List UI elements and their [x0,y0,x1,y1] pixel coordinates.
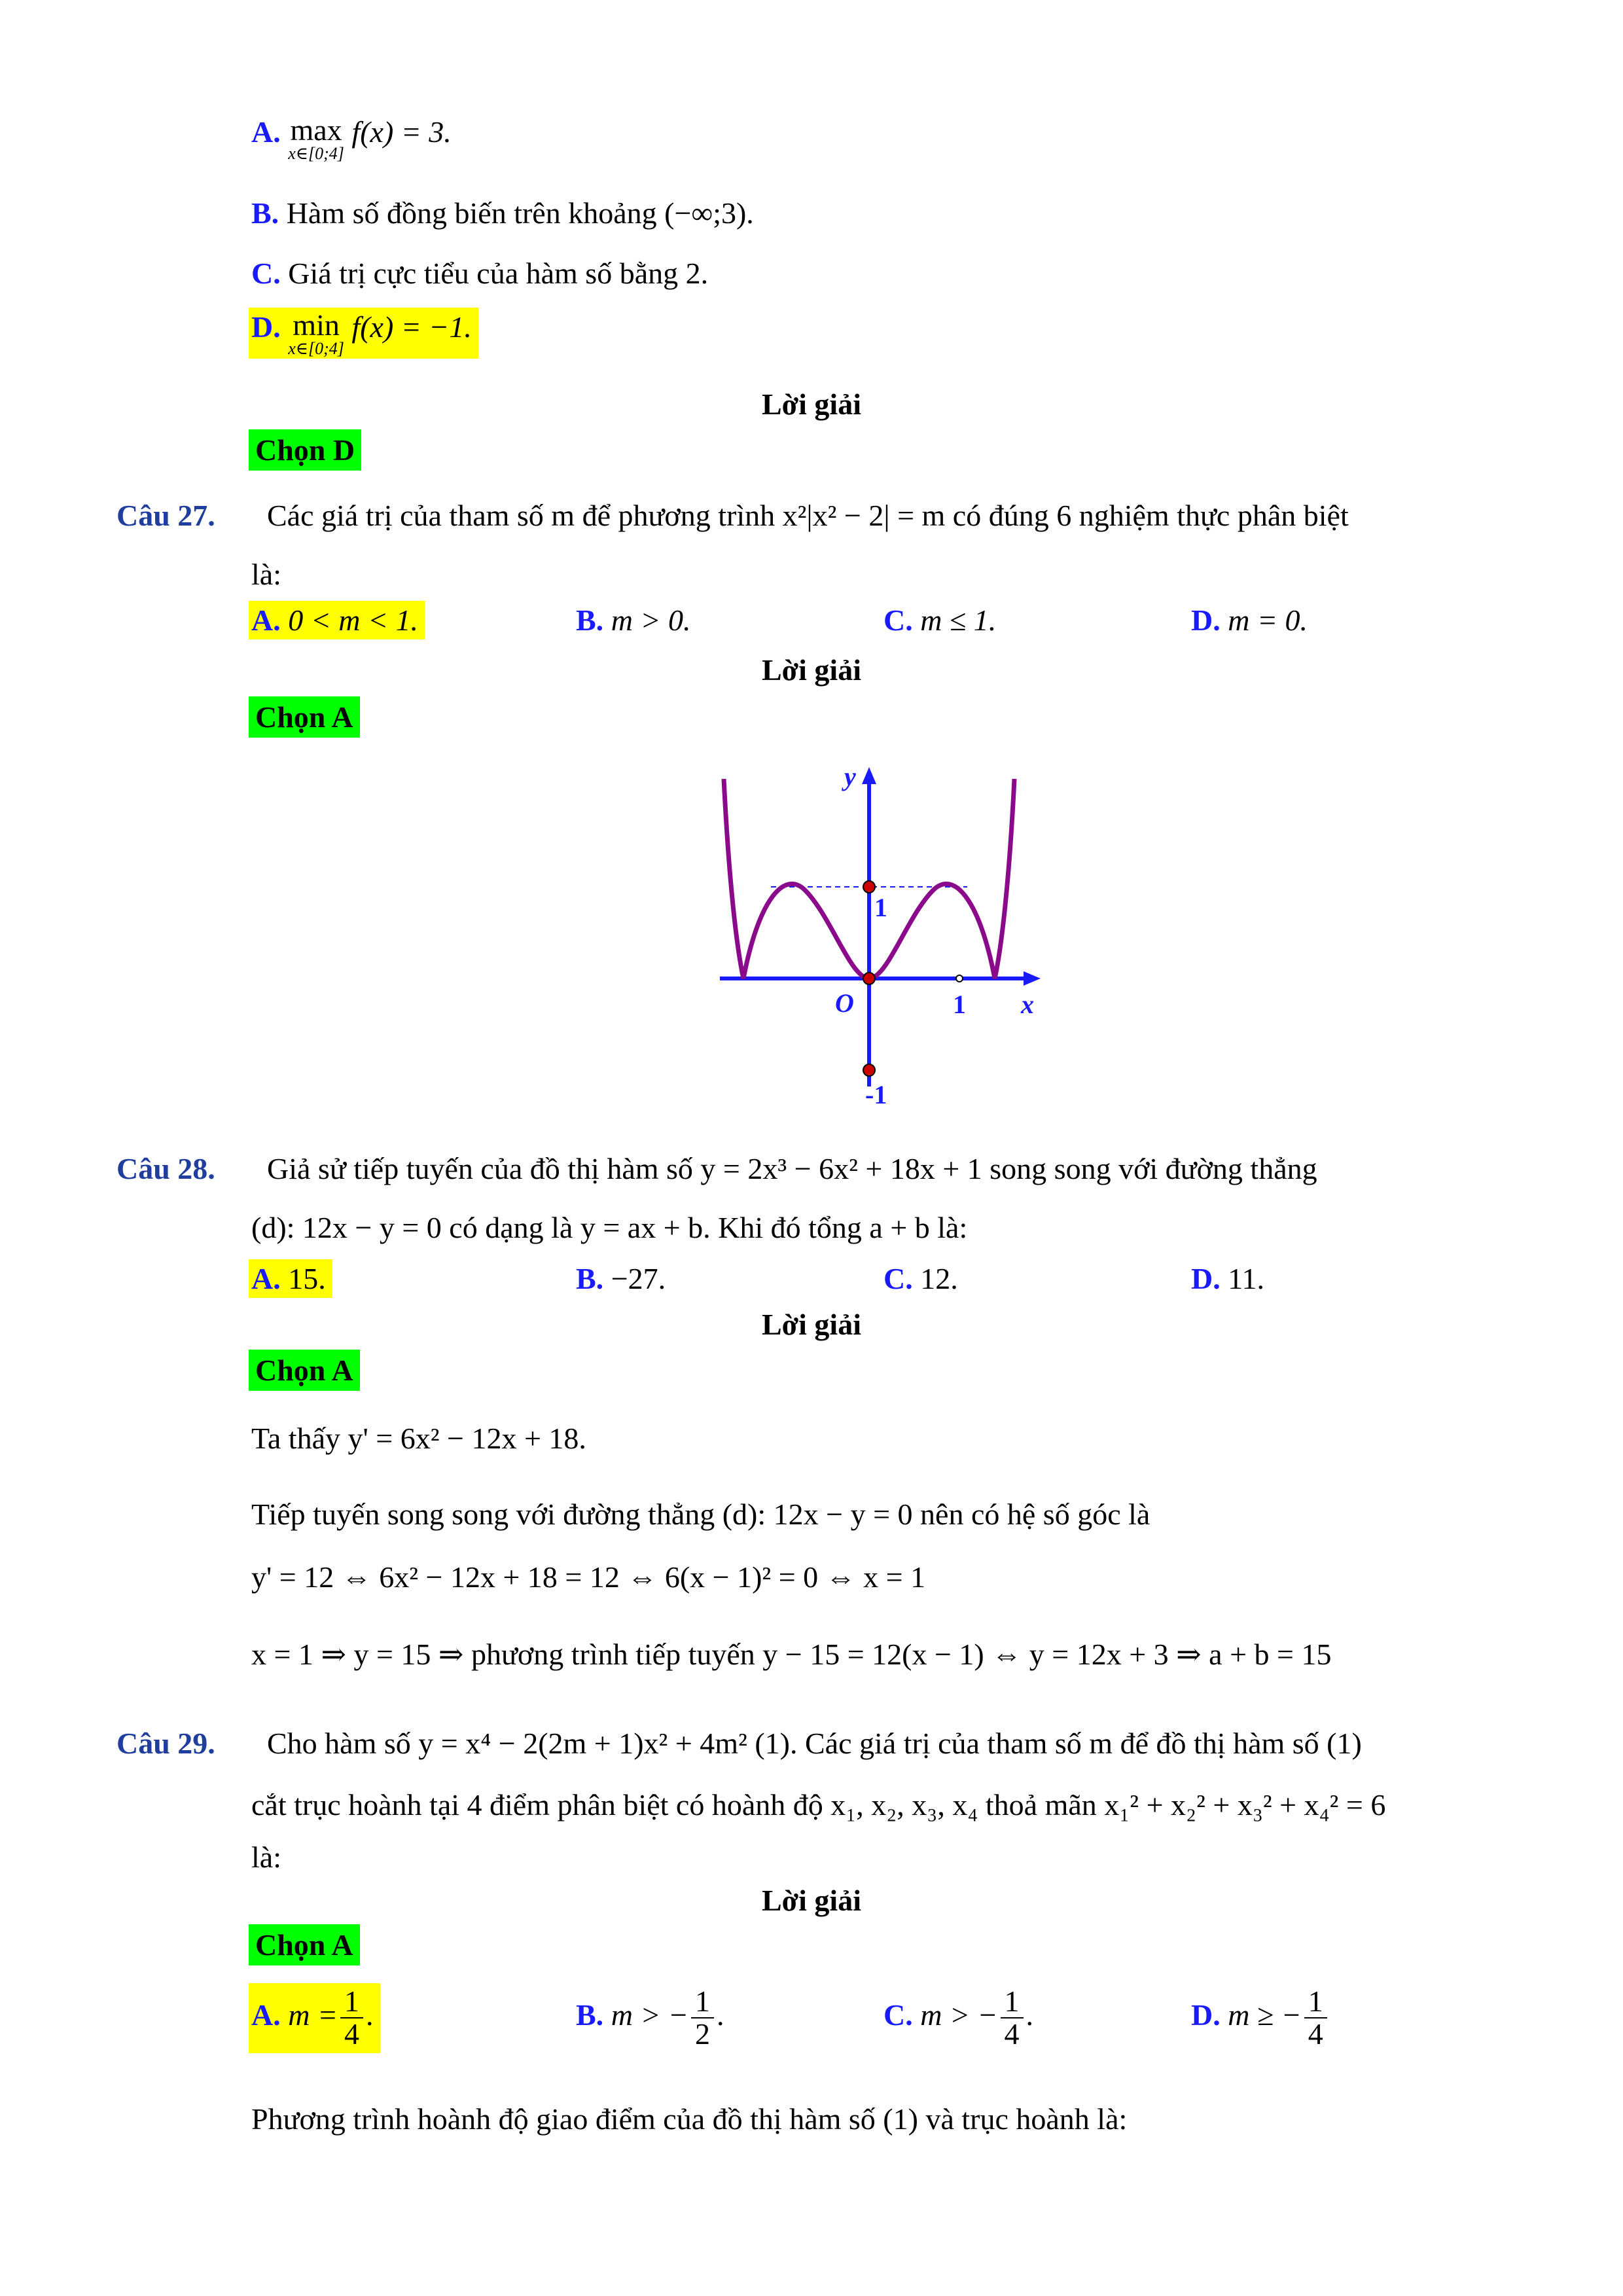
q27-text-line1: Các giá trị của tham số m để phương trình x²|x² − 2| = m có đúng 6 nghiệm thực phân biệt [267,499,1349,532]
option-a-prev: A. max x∈[0;4] f(x) = 3. [251,113,452,163]
q29-label: Câu 29. [116,1727,215,1760]
q29-text-line2: cắt trục hoành tại 4 điểm phân biệt có hoành độ x₁, x₂, x₃, x₄ thoả mãn x₁² + x₂² + x₃² + x₄² = 6 [251,1788,1386,1821]
q27-label: Câu 27. [116,499,215,532]
q28-label: Câu 28. [116,1152,215,1185]
point-y1 [863,881,875,893]
q27-option-b: B. m > 0. [576,603,691,637]
q28-option-d: D. 11. [1191,1262,1265,1295]
q29-option-b: B. m > − $\frac{1}{2}$ . [576,1984,724,2051]
q28-option-b: B. −27. [576,1262,666,1295]
q28-solution-line4: x = 1 ⇒ y = 15 ⇒ phương trình tiếp tuyến y − 15 = 12(x − 1) ⇔ y = 12x + 3 ⇒ a + b = 15 [251,1638,1332,1671]
tick-ym1-label: -1 [865,1080,887,1109]
q29-answer: Chọn A [249,1924,360,1965]
q29-solution-heading: Lời giải [762,1884,861,1917]
q27-text-line2: là: [251,558,281,591]
option-b-prev: B. Hàm số đồng biến trên khoảng (−∞;3). [251,196,754,230]
q27-graph [707,753,1047,1119]
axis-y-label: y [844,762,856,791]
q27-option-c: C. m ≤ 1. [883,603,997,637]
q29-last-line: Phương trình hoành độ giao điểm của đồ thị hàm số (1) và trục hoành là: [251,2102,1128,2136]
tick-x1-label: 1 [953,990,966,1019]
solution-heading-prev: Lời giải [762,387,861,421]
y-axis-arrow-icon [862,767,876,784]
q27-solution-heading: Lời giải [762,653,861,687]
q28-option-c: C. 12. [883,1262,958,1295]
origin-label: O [835,988,854,1018]
q29-option-a: A. m = $\frac{1}{4}$ . [249,1983,380,2053]
option-c-prev: C. Giá trị cực tiểu của hàm số bằng 2. [251,257,709,290]
q27-answer: Chọn A [249,696,360,738]
q29-option-c: C. m > − $\frac{1}{4}$ . [883,1984,1034,2051]
answer-prev: Chọn D [249,429,361,471]
q28-option-a: A. 15. [249,1259,332,1298]
q28-text-line2: (d): 12x − y = 0 có dạng là y = ax + b. Khi đó tổng a + b là: [251,1211,968,1244]
q28-solution-line2: Tiếp tuyến song song với đường thẳng (d): 12x − y = 0 nên có hệ số góc là [251,1498,1150,1531]
q27-option-d: D. m = 0. [1191,603,1308,637]
q28-solution-line3: y' = 12 ⇔ 6x² − 12x + 18 = 12 ⇔ 6(x − 1)² = 0 ⇔ x = 1 [251,1560,926,1594]
q28-text-line1: Giả sử tiếp tuyến của đồ thị hàm số y = 2x³ − 6x² + 18x + 1 song song với đường thẳng [267,1152,1317,1185]
option-d-prev: D. min x∈[0;4] f(x) = −1. [249,308,478,359]
q28-answer: Chọn A [249,1350,360,1391]
q29-text-line1: Cho hàm số y = x⁴ − 2(2m + 1)x² + 4m² (1). Các giá trị của tham số m để đồ thị hàm số (1) [267,1727,1362,1760]
tick-x1-point [956,975,963,982]
q27-option-a: A. 0 < m < 1. [249,601,425,639]
q29-text-line3: là: [251,1840,281,1874]
q29-option-d: D. m ≥ − $\frac{1}{4}$ [1191,1986,1330,2051]
point-ym1 [863,1064,875,1076]
q28-solution-heading: Lời giải [762,1308,861,1341]
axis-x-label: x [1021,990,1034,1019]
point-origin [863,973,875,984]
tick-y1-label: 1 [874,893,887,922]
x-axis-arrow-icon [1024,971,1041,986]
q28-solution-line1: Ta thấy y' = 6x² − 12x + 18. [251,1422,586,1455]
